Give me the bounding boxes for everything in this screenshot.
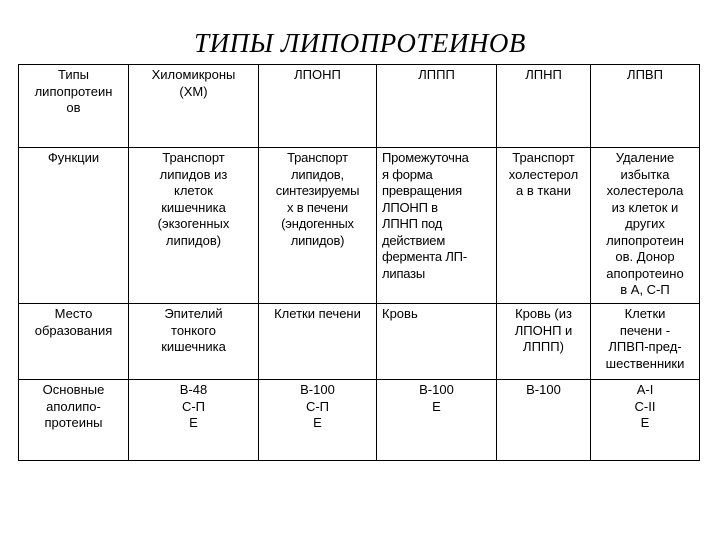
page-title: ТИПЫ ЛИПОПРОТЕИНОВ — [194, 28, 526, 58]
row-header-origin: Место образования — [19, 304, 129, 380]
table-row-apoproteins — [19, 380, 700, 461]
cell-functions-lponp: Транспорт липидов, синтезируемы х в печени (эндогенных липидов) — [259, 148, 377, 304]
cell-apo-hm: В-48 С-П Е — [129, 380, 259, 461]
cell-apo-lpvp: А-I С-II Е — [591, 380, 700, 461]
cell-origin-lpnp: Кровь (из ЛПОНП и ЛППП) — [497, 304, 591, 380]
cell-functions-lpvp: Удаление избытка холестерола из клеток и других липопротеин ов. Донор апопротеино в А, С-П — [591, 148, 700, 304]
cell-functions-hm: Транспорт липидов из клеток кишечника (экзогенных липидов) — [129, 148, 259, 304]
row-header-types: Типы липопротеин ов — [19, 65, 129, 148]
cell-types-lppp: ЛППП — [377, 65, 497, 148]
cell-apo-lppp: В-100 Е — [377, 380, 497, 461]
cell-types-lpvp: ЛПВП — [591, 65, 700, 148]
cell-origin-lppp: Кровь — [377, 304, 497, 380]
row-header-apoproteins: Основные аполипо- протеины — [19, 380, 129, 461]
cell-functions-lpnp: Транспорт холестерол а в ткани — [497, 148, 591, 304]
cell-types-lponp: ЛПОНП — [259, 65, 377, 148]
table-row-types — [19, 65, 700, 148]
row-header-functions: Функции — [19, 148, 129, 304]
table-row-functions — [19, 148, 700, 304]
cell-origin-lponp: Клетки печени — [259, 304, 377, 380]
cell-origin-hm: Эпителий тонкого кишечника — [129, 304, 259, 380]
cell-origin-lpvp: Клетки печени - ЛПВП-пред- шественники — [591, 304, 700, 380]
cell-types-lpnp: ЛПНП — [497, 65, 591, 148]
cell-types-hm: Хиломикроны (ХМ) — [129, 65, 259, 148]
cell-apo-lpnp: В-100 — [497, 380, 591, 461]
table-row-origin — [19, 304, 700, 380]
lipoprotein-table — [18, 64, 700, 461]
cell-functions-lppp: Промежуточна я форма превращения ЛПОНП в ЛПНП под действием фермента ЛП- липазы — [377, 148, 497, 304]
cell-apo-lponp: В-100 С-П Е — [259, 380, 377, 461]
